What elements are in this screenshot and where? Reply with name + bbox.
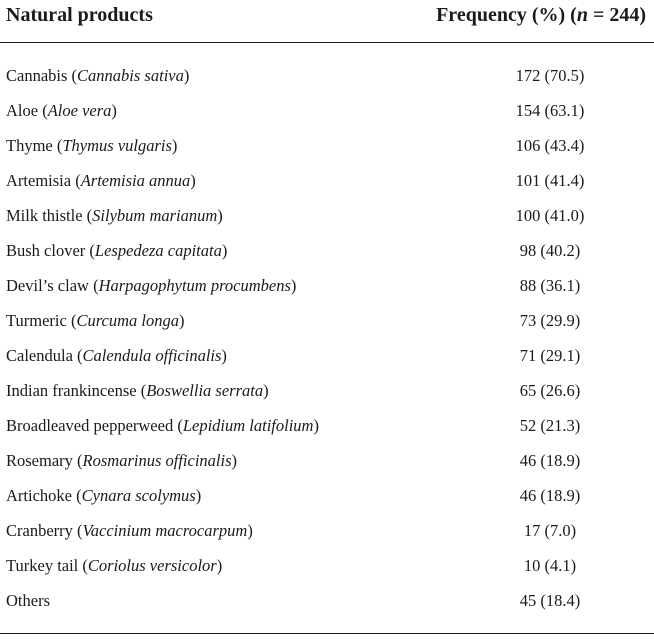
table-row [0, 270, 654, 305]
product-name: Turmeric (Curcuma longa) [6, 311, 185, 330]
product-latin-name: Aloe vera [47, 101, 112, 120]
bottom-rule [0, 633, 654, 634]
table-row [0, 200, 654, 235]
table-row [0, 550, 654, 585]
product-frequency: 73 (29.9) [519, 311, 581, 330]
product-latin-name: Thymus vulgaris [62, 136, 172, 155]
product-latin-name: Cynara scolymus [81, 486, 196, 505]
product-frequency: 52 (21.3) [519, 416, 581, 435]
product-frequency: 46 (18.9) [519, 451, 581, 470]
product-name: Artichoke (Cynara scolymus) [6, 486, 202, 505]
product-frequency: 46 (18.9) [519, 486, 581, 505]
product-latin-name: Curcuma longa [76, 311, 179, 330]
table-row [0, 130, 654, 165]
table-row [0, 305, 654, 340]
product-frequency: 101 (41.4) [515, 171, 585, 190]
product-frequency: 45 (18.4) [519, 591, 581, 610]
product-common-name: Rosemary [6, 451, 73, 470]
product-latin-name: Boswellia serrata [146, 381, 264, 400]
product-name: Broadleaved pepperweed (Lepidium latifolium) [6, 416, 319, 435]
product-name: Bush clover (Lespedeza capitata) [6, 241, 228, 260]
product-latin-name: Harpagophytum procumbens [98, 276, 291, 295]
product-name: Rosemary (Rosmarinus officinalis) [6, 451, 237, 470]
product-latin-name: Coriolus versicolor [87, 556, 217, 575]
product-name: Turkey tail (Coriolus versicolor) [6, 556, 223, 575]
header-frequency-prefix: Frequency (%) ( [436, 4, 577, 26]
product-latin-name: Cannabis sativa [77, 66, 184, 85]
product-frequency: 88 (36.1) [519, 276, 581, 295]
product-name: Aloe (Aloe vera) [6, 101, 117, 120]
table-row [0, 445, 654, 480]
product-frequency: 172 (70.5) [515, 66, 585, 85]
table-header [0, 0, 654, 40]
product-common-name: Calendula [6, 346, 73, 365]
header-natural-products: Natural products [6, 4, 153, 26]
table-row [0, 585, 654, 620]
product-common-name: Broadleaved pepperweed [6, 416, 174, 435]
product-latin-name: Silybum marianum [92, 206, 218, 225]
product-name: Cranberry (Vaccinium macrocarpum) [6, 521, 253, 540]
product-frequency: 71 (29.1) [519, 346, 581, 365]
product-common-name: Artichoke [6, 486, 72, 505]
product-latin-name: Rosmarinus officinalis [82, 451, 232, 470]
table-row [0, 480, 654, 515]
table-row [0, 515, 654, 550]
product-latin-name: Calendula officinalis [82, 346, 222, 365]
product-common-name: Others [6, 591, 50, 610]
product-latin-name: Vaccinium macrocarpum [82, 521, 248, 540]
product-name: Indian frankincense (Boswellia serrata) [6, 381, 269, 400]
product-common-name: Devil’s claw [6, 276, 89, 295]
product-name: Thyme (Thymus vulgaris) [6, 136, 178, 155]
product-frequency: 100 (41.0) [515, 206, 585, 225]
table-row [0, 60, 654, 95]
product-common-name: Thyme [6, 136, 53, 155]
product-name: Artemisia (Artemisia annua) [6, 171, 196, 190]
product-frequency: 98 (40.2) [519, 241, 581, 260]
product-common-name: Cannabis [6, 66, 68, 85]
product-latin-name: Lepidium latifolium [182, 416, 314, 435]
product-name: Milk thistle (Silybum marianum) [6, 206, 223, 225]
product-frequency: 65 (26.6) [519, 381, 581, 400]
product-common-name: Milk thistle [6, 206, 83, 225]
product-common-name: Indian frankincense [6, 381, 137, 400]
product-latin-name: Lespedeza capitata [94, 241, 222, 260]
product-latin-name: Artemisia annua [80, 171, 191, 190]
product-name: Cannabis (Cannabis sativa) [6, 66, 190, 85]
product-name: Devil’s claw (Harpagophytum procumbens) [6, 276, 297, 295]
table-row [0, 410, 654, 445]
product-common-name: Turmeric [6, 311, 67, 330]
product-name: Calendula (Calendula officinalis) [6, 346, 227, 365]
product-common-name: Artemisia [6, 171, 72, 190]
table-body [0, 60, 654, 620]
product-frequency: 10 (4.1) [523, 556, 577, 575]
header-rule [0, 42, 654, 43]
product-frequency: 17 (7.0) [523, 521, 577, 540]
table-row [0, 375, 654, 410]
header-frequency [436, 4, 646, 27]
table-row [0, 165, 654, 200]
table-row [0, 235, 654, 270]
product-common-name: Bush clover [6, 241, 86, 260]
product-name [6, 591, 50, 611]
product-common-name: Turkey tail [6, 556, 79, 575]
table-row [0, 95, 654, 130]
product-common-name: Aloe [6, 101, 39, 120]
product-frequency: 154 (63.1) [515, 101, 585, 120]
header-frequency-suffix: = 244) [587, 4, 646, 26]
product-frequency: 106 (43.4) [515, 136, 585, 155]
product-common-name: Cranberry [6, 521, 73, 540]
header-frequency-n: n [576, 4, 588, 26]
table-row [0, 340, 654, 375]
